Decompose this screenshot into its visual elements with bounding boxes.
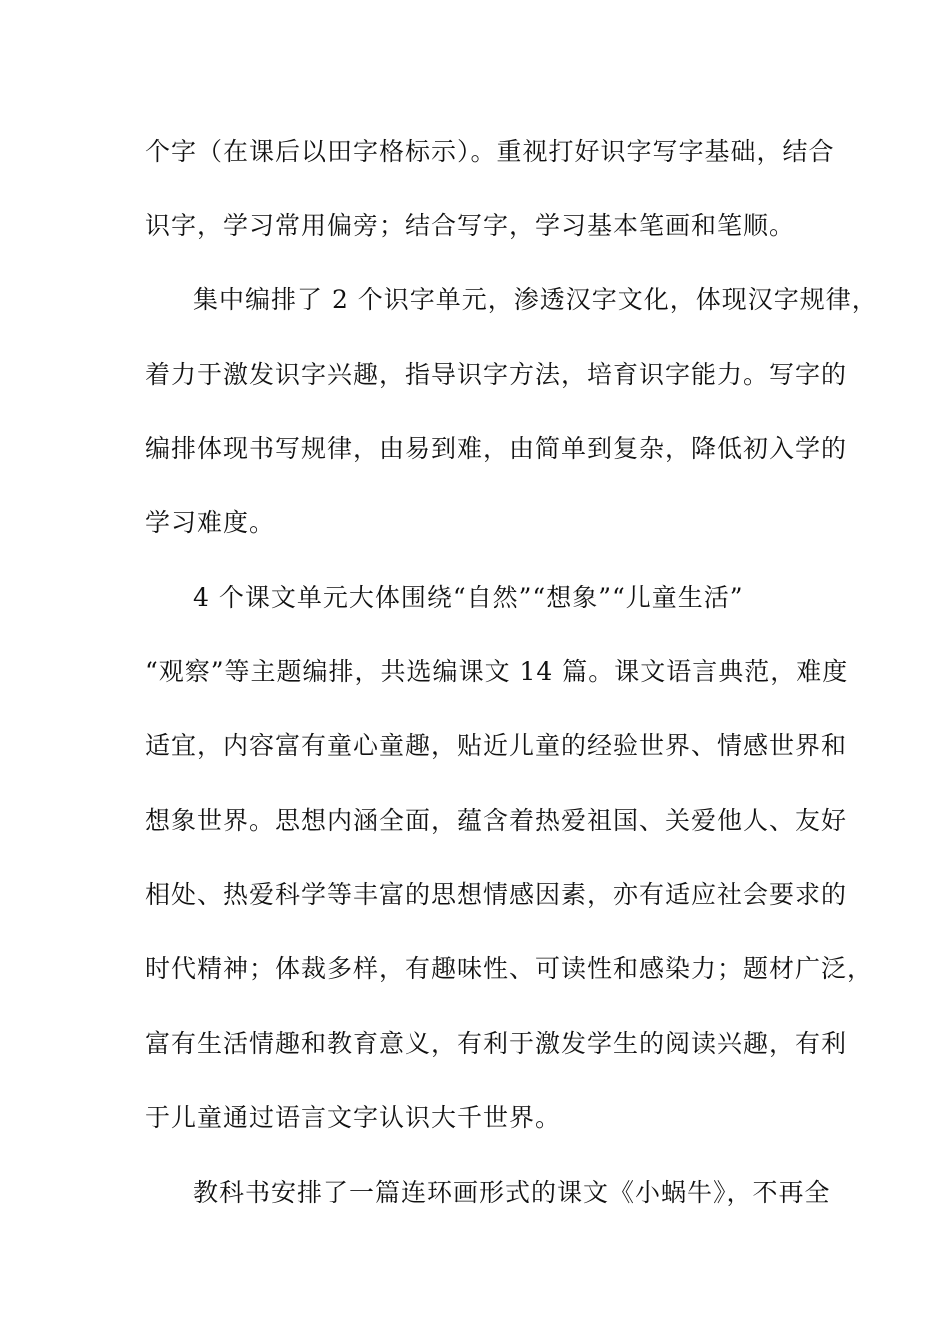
text-line: 着力于激发识字兴趣，指导识字方法，培育识字能力。写字的 (145, 360, 848, 389)
text-line: 个字（在课后以田字格标示）。重视打好识字写字基础，结合 (145, 137, 835, 166)
text-line: 时代精神；体裁多样，有趣味性、可读性和感染力；题材广泛， (145, 954, 874, 983)
paragraph-first-line: 集中编排了 2 个识字单元，渗透汉字文化，体现汉字规律， (193, 285, 878, 314)
text-line: 富有生活情趣和教育意义，有利于激发学生的阅读兴趣，有利 (145, 1029, 848, 1058)
text-line: 想象世界。思想内涵全面，蕴含着热爱祖国、关爱他人、友好 (145, 806, 848, 835)
text-line: “观察”等主题编排，共选编课文 14 篇。课文语言典范，难度 (145, 657, 849, 686)
paragraph-first-line: 4 个课文单元大体围绕“自然”“想象”“儿童生活” (193, 583, 744, 612)
text-line: 编排体现书写规律，由易到难，由简单到复杂，降低初入学的 (145, 434, 848, 463)
paragraph-first-line: 教科书安排了一篇连环画形式的课文《小蜗牛》，不再全 (193, 1178, 831, 1207)
text-line: 适宜，内容富有童心童趣，贴近儿童的经验世界、情感世界和 (145, 731, 848, 760)
text-line: 于儿童通过语言文字认识大千世界。 (145, 1103, 562, 1132)
text-line: 学习难度。 (145, 508, 276, 537)
text-line: 相处、热爱科学等丰富的思想情感因素，亦有适应社会要求的 (145, 880, 848, 909)
text-line: 识字，学习常用偏旁；结合写字，学习基本笔画和笔顺。 (145, 211, 796, 240)
